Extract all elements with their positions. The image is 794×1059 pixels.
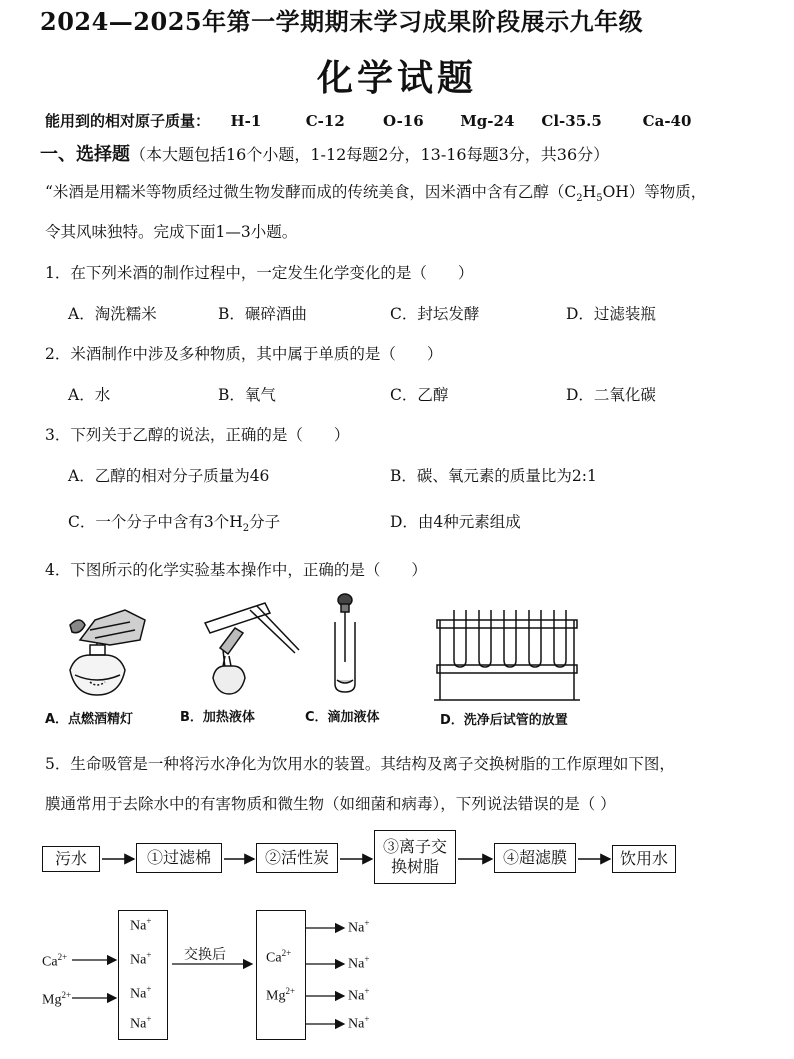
flow-box-activated-carbon: ②活性炭: [256, 843, 338, 873]
figure-c-label: C．滴加液体: [305, 710, 380, 725]
intro-line-1: [45, 180, 706, 204]
figure-b-label: B．加热液体: [180, 710, 255, 725]
flow-box-sewage: 污水: [42, 846, 100, 872]
subscript: 2: [242, 523, 250, 535]
ion-label-sodium-out: Na+: [348, 1014, 370, 1032]
q2-option-a: A．水: [68, 386, 111, 404]
ion-label: Na+: [130, 950, 152, 968]
q2-option-b: B．氧气: [218, 386, 276, 404]
subject-title: 化学试题: [316, 57, 477, 99]
figure-a-label: A．点燃酒精灯: [45, 712, 134, 727]
flow-box-drinking-water: 饮用水: [612, 845, 676, 873]
q3-option-c: [68, 510, 280, 534]
ion-label-sodium-out: Na+: [348, 918, 370, 936]
test-tube-rack-figure: [432, 605, 582, 703]
q3-option-b: B．碳、氧元素的质量比为2:1: [390, 467, 597, 485]
masses-label: 能用到的相对原子质量：: [45, 112, 211, 130]
mass-item: Mg-24: [460, 112, 515, 130]
q2-option-c: C．乙醇: [390, 386, 449, 404]
intro-text: “米酒是用糯米等物质经过微生物发酵而成的传统美食，因米酒中含有乙醇（C: [45, 183, 577, 201]
q1-option-b: B．碾碎酒曲: [218, 305, 307, 323]
ion-label-sodium-out: Na+: [348, 954, 370, 972]
question-2-stem: 2．米酒制作中涉及多种物质，其中属于单质的是（ ）: [45, 345, 443, 363]
dropping-liquid-figure: [325, 592, 365, 697]
q3-option-a: A．乙醇的相对分子质量为46: [68, 467, 270, 485]
q1-option-c: C．封坛发酵: [390, 305, 480, 323]
mass-item: O-16: [382, 112, 424, 130]
flow-box-text: 换树脂: [390, 857, 439, 876]
ion-label-magnesium-in: $Mg^{2+}$: [42, 990, 72, 1008]
option-text: 分子: [249, 513, 281, 531]
mass-item: C-12: [305, 112, 345, 130]
exchange-label: 交换后: [184, 947, 226, 963]
q1-option-a: A．淘洗糯米: [68, 305, 157, 323]
question-4-stem: 4．下图所示的化学实验基本操作中，正确的是（ ）: [45, 561, 427, 579]
intro-line-2: 令其风味独特。完成下面1—3小题。: [45, 223, 298, 241]
flow-arrows: [0, 820, 794, 890]
subscript: 2: [576, 193, 583, 205]
ion-label: Na+: [130, 1014, 152, 1032]
ion-label: Na+: [130, 984, 152, 1002]
heating-liquid-figure: [195, 598, 305, 703]
flow-box-text: ③离子交: [382, 837, 447, 856]
intro-text: H: [582, 183, 597, 201]
question-5-line-2: 膜通常用于去除水中的有害物质和微生物（如细菌和病毒），下列说法错误的是（ ）: [45, 795, 616, 813]
question-5-line-1: 5．生命吸管是一种将污水净化为饮用水的装置。其结构及离子交换树脂的工作原理如下图，: [45, 755, 675, 773]
flow-box-ultrafiltration: ④超滤膜: [494, 843, 576, 873]
intro-text: OH）等物质，: [602, 183, 707, 201]
ion-label-sodium-out: Na+: [348, 986, 370, 1004]
section-note: （本大题包括16个小题，1-12每题2分，13-16每题3分，共36分）: [130, 145, 610, 164]
ion-label-magnesium-bound: $Mg^{2+}$: [266, 986, 296, 1004]
q2-option-d: D．二氧化碳: [566, 386, 656, 404]
relative-atomic-masses: [45, 110, 691, 131]
question-3-stem: 3．下列关于乙醇的说法，正确的是（ ）: [45, 426, 350, 444]
ion-label-calcium-bound: $Ca^{2+}$: [266, 948, 292, 966]
q3-option-d: D．由4种元素组成: [390, 513, 521, 531]
ion-exchange-arrows: [0, 900, 420, 1050]
mass-item: H-1: [230, 112, 262, 130]
ion-label: Na+: [130, 916, 152, 934]
flow-box-filter-cotton: ①过滤棉: [136, 843, 222, 873]
q1-option-d: D．过滤装瓶: [566, 305, 656, 323]
question-1-stem: 1．在下列米酒的制作过程中，一定发生化学变化的是（ ）: [45, 264, 474, 282]
subscript: 5: [596, 193, 603, 205]
section-title: 一、选择题: [40, 144, 130, 165]
ion-label-calcium-in: $Ca^{2+}$: [42, 952, 68, 970]
figure-d-label: D．洗净后试管的放置: [440, 713, 568, 728]
mass-item: Ca-40: [642, 112, 692, 130]
exam-title: 2024—2025年第一学期期末学习成果阶段展示九年级: [40, 7, 644, 36]
mass-item: Cl-35.5: [541, 112, 602, 130]
section-heading: [40, 140, 609, 166]
option-text: C．一个分子中含有3个H: [68, 513, 243, 531]
alcohol-lamp-figure: [50, 600, 160, 705]
